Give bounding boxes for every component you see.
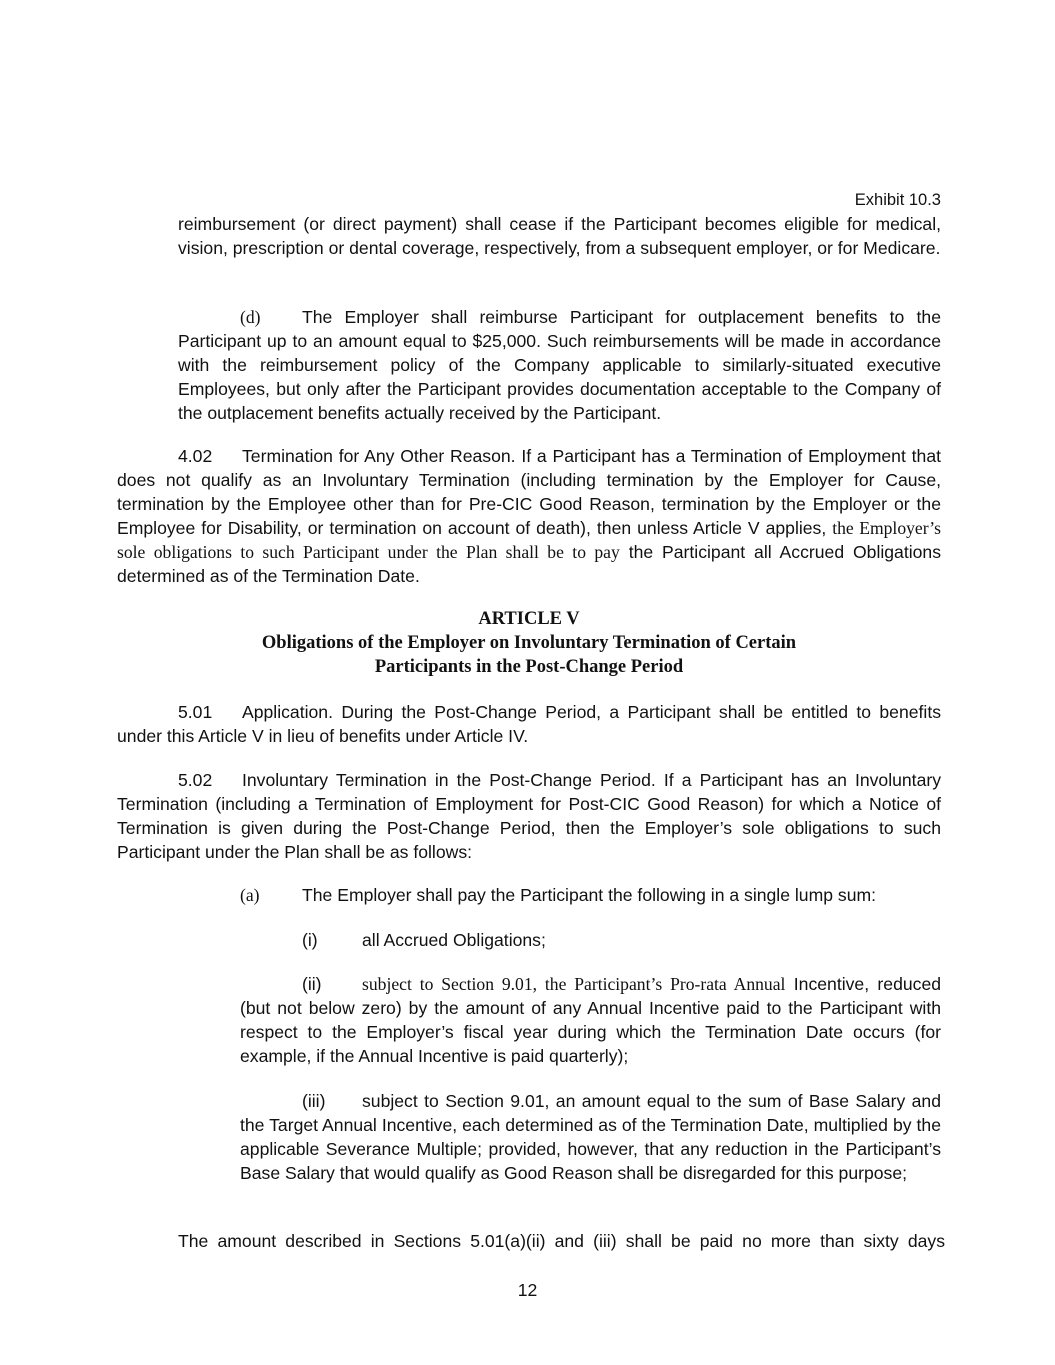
item-ii xyxy=(240,972,941,1068)
section-5-02-number: 5.02 xyxy=(178,770,213,790)
continuation-paragraph xyxy=(178,212,941,260)
section-5-01 xyxy=(117,700,941,748)
section-4-02-text-a: If a Participant has a Termination of Employment that does not qualify as an Involuntary Termination (including termination by the Employer for Cause, termination by the Employee other than for Pre-CIC Good Reason, termination by the Employer or the Employee for Disability, or termination on account of death), then unless Article V applies, xyxy=(117,446,941,538)
item-ii-marker: (ii) xyxy=(302,974,322,994)
section-4-02-heading: Termination for Any Other Reason. xyxy=(242,446,516,466)
section-4-02-number: 4.02 xyxy=(178,446,213,466)
section-4-02 xyxy=(117,444,941,588)
exhibit-label: Exhibit 10.3 xyxy=(854,191,941,209)
section-5-01-heading: Application. xyxy=(242,702,333,722)
item-iii-marker: (iii) xyxy=(302,1091,326,1111)
item-a-marker: (a) xyxy=(240,885,260,905)
article-subtitle-line1: Obligations of the Employer on Involuntary Termination of Certain xyxy=(261,633,797,653)
item-iii xyxy=(240,1089,941,1185)
item-i-text: all Accrued Obligations; xyxy=(362,930,546,950)
article-title: ARTICLE V xyxy=(478,609,580,629)
item-ii-text: Incentive, reduced (but not below zero) by the amount of any Annual Incentive paid to the Participant with respect to the Employer’s fiscal year during which the Termination Date occurs (for example, if the Annual Incentive is paid quarterly); xyxy=(240,974,942,1066)
article-subtitle-line2: Participants in the Post-Change Period xyxy=(374,657,684,677)
continuation-text: reimbursement (or direct payment) shall cease if the Participant becomes eligible for medical, vision, prescription or dental coverage, respectively, from a subsequent employer, or for Medicare. xyxy=(178,214,941,258)
closing-text: The amount described in Sections 5.01(a)(ii) and (iii) shall be paid no more than sixty days xyxy=(178,1231,945,1251)
item-a-text: The Employer shall pay the Participant the following in a single lump sum: xyxy=(302,885,877,905)
item-i xyxy=(240,928,941,952)
section-5-02-text: If a Participant has an Involuntary Termination (including a Termination of Employment for Post-CIC Good Reason) for which a Notice of Termination is given during the Post-Change Period, then the Employer’s sole obligations to such Participant under the Plan shall be as follows: xyxy=(117,770,942,862)
section-4-02-text-b: the Employer’s sole obligations to such Participant under the Plan shall be to pay xyxy=(117,518,941,562)
paragraph-d-text: The Employer shall reimburse Participant for outplacement benefits to the Participant up to an amount equal to $25,000. Such reimbursements will be made in accordance with the reimbursement policy of the Company applicable to similarly-situated executive Employees, but only after the Participant provides documentation acceptable to the Company of the outplacement benefits actually received by the Participant. xyxy=(178,307,941,423)
page-number: 12 xyxy=(517,1280,538,1300)
item-a xyxy=(240,883,941,907)
section-5-02 xyxy=(117,768,941,864)
item-ii-text-serif: subject to Section 9.01, the Participant’s Pro-rata Annual xyxy=(362,974,786,994)
paragraph-d-marker: (d) xyxy=(240,307,261,327)
section-4-02-text-c: the Participant all Accrued Obligations determined as of the Termination Date. xyxy=(117,542,942,586)
item-i-marker: (i) xyxy=(302,930,318,950)
paragraph-d xyxy=(178,305,941,425)
section-5-01-text: During the Post-Change Period, a Participant shall be entitled to benefits under this Article V in lieu of benefits under Article IV. xyxy=(117,702,942,746)
closing-paragraph xyxy=(178,1229,945,1253)
section-5-02-heading: Involuntary Termination in the Post-Change Period. xyxy=(242,770,656,790)
item-iii-text: subject to Section 9.01, an amount equal to the sum of Base Salary and the Target Annual Incentive, each determined as of the Termination Date, multiplied by the applicable Severance Multiple; provided, however, that any reduction in the Participant’s Base Salary that would qualify as Good Reason shall be disregarded for this purpose; xyxy=(240,1091,941,1183)
section-5-01-number: 5.01 xyxy=(178,702,213,722)
